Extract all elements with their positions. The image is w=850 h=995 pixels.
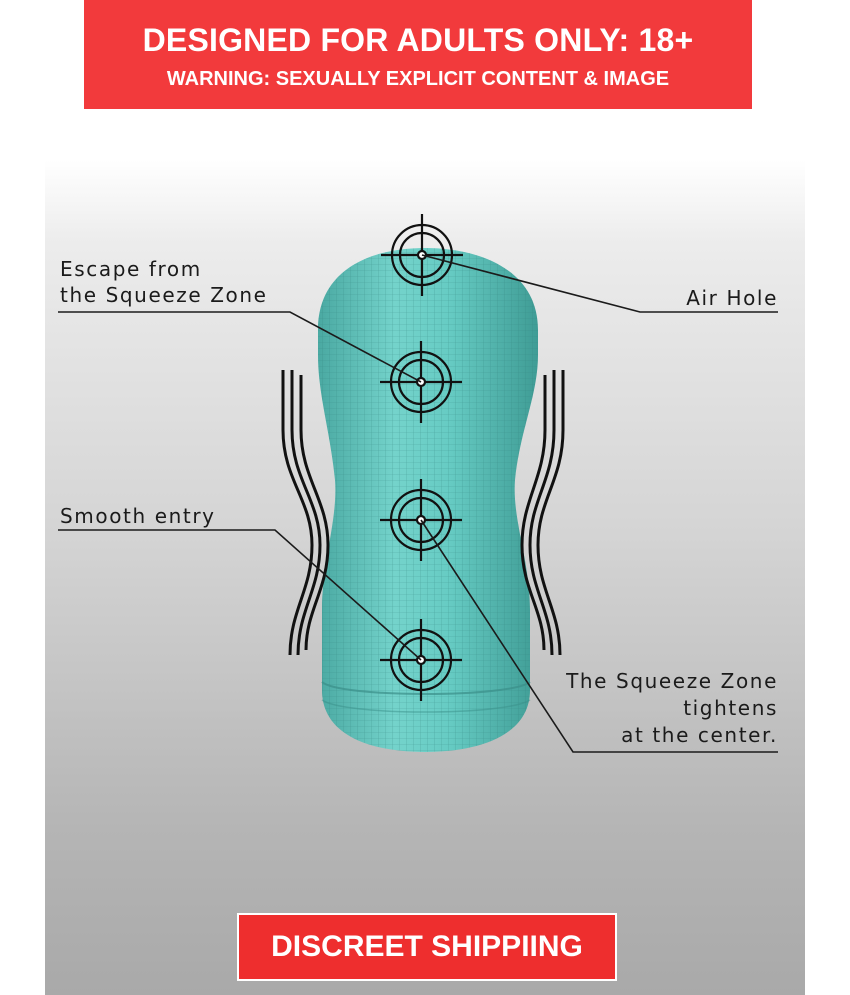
banner-title: DESIGNED FOR ADULTS ONLY: 18+ (142, 22, 694, 58)
banner-warning: WARNING: SEXUALLY EXPLICIT CONTENT & IMAGE (166, 68, 670, 90)
label-squeeze-zone-line3: at the center. (621, 723, 778, 747)
label-smooth-entry: Smooth entry (60, 504, 216, 528)
label-escape-zone-line1: Escape from (60, 257, 202, 281)
discreet-shipping-badge: DISCREET SHIPPIING (237, 913, 617, 981)
label-squeeze-zone-line2: tightens (683, 696, 778, 720)
label-escape-zone-line2: the Squeeze Zone (60, 283, 268, 307)
label-squeeze-zone-line1: The Squeeze Zone (566, 669, 778, 693)
label-air-hole: Air Hole (686, 286, 778, 310)
squeeze-lines-left (283, 370, 328, 655)
